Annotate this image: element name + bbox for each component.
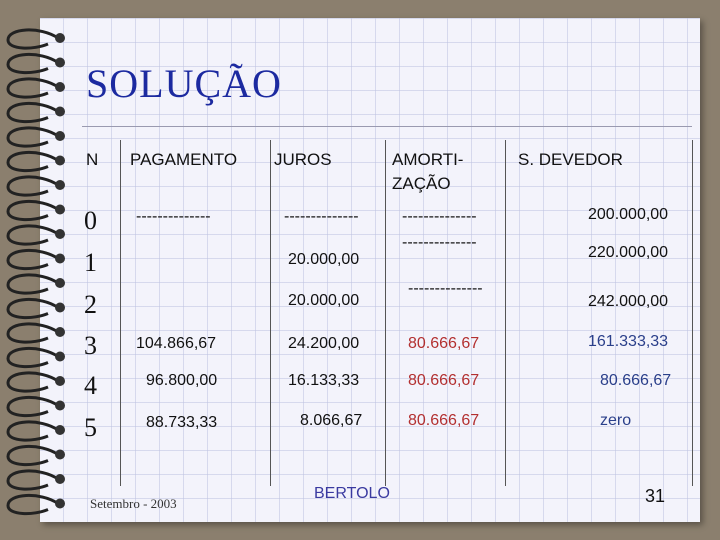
row-3-n: 3 bbox=[84, 331, 97, 360]
row-2-amortizacao: -------------- bbox=[408, 280, 483, 297]
row-5-juros: 8.066,67 bbox=[300, 412, 363, 429]
row-0-juros: -------------- bbox=[284, 208, 359, 225]
row-3-juros: 24.200,00 bbox=[288, 335, 360, 352]
binding-ring bbox=[8, 446, 58, 464]
binding-hole bbox=[55, 205, 65, 215]
row-4-pagamento: 96.800,00 bbox=[146, 372, 218, 389]
column-divider bbox=[270, 140, 271, 486]
binding-ring bbox=[8, 348, 58, 366]
footer-author: BERTOLO bbox=[314, 485, 390, 502]
binding-hole bbox=[55, 425, 65, 435]
row-2-juros: 20.000,00 bbox=[288, 292, 360, 309]
header-juros: JUROS bbox=[274, 150, 332, 169]
binding-ring bbox=[8, 128, 58, 146]
binding-hole bbox=[55, 376, 65, 386]
title-divider bbox=[82, 126, 692, 127]
binding-ring bbox=[8, 30, 58, 48]
row-3-pagamento: 104.866,67 bbox=[136, 335, 217, 352]
header-saldo-devedor: S. DEVEDOR bbox=[518, 150, 623, 169]
page-number: 31 bbox=[645, 486, 666, 506]
row-1-n: 1 bbox=[84, 248, 97, 277]
binding-hole bbox=[55, 156, 65, 166]
binding-hole bbox=[55, 58, 65, 68]
spiral-binding bbox=[0, 0, 80, 540]
row-5-pagamento: 88.733,33 bbox=[146, 414, 218, 431]
binding-ring bbox=[8, 177, 58, 195]
binding-ring bbox=[8, 471, 58, 489]
row-4-amortizacao: 80.666,67 bbox=[408, 372, 480, 389]
binding-hole bbox=[55, 229, 65, 239]
row-2-n: 2 bbox=[84, 290, 97, 319]
column-divider bbox=[692, 140, 693, 486]
row-2-saldo: 242.000,00 bbox=[588, 293, 669, 310]
page-title: SOLUÇÃO bbox=[86, 61, 282, 106]
row-3-amortizacao: 80.666,67 bbox=[408, 335, 480, 352]
row-0-saldo: 200.000,00 bbox=[588, 206, 669, 223]
row-1-saldo: 220.000,00 bbox=[588, 244, 669, 261]
binding-ring bbox=[8, 79, 58, 97]
row-3-saldo: 161.333,33 bbox=[588, 333, 669, 350]
binding-ring bbox=[8, 201, 58, 219]
row-0-pagamento: -------------- bbox=[136, 208, 211, 225]
binding-ring bbox=[8, 250, 58, 268]
binding-ring bbox=[8, 226, 58, 244]
binding-ring bbox=[8, 397, 58, 415]
footer-date: Setembro - 2003 bbox=[90, 496, 177, 511]
row-5-n: 5 bbox=[84, 413, 97, 442]
binding-ring bbox=[8, 373, 58, 391]
binding-ring bbox=[8, 324, 58, 342]
binding-hole bbox=[55, 278, 65, 288]
binding-ring bbox=[8, 54, 58, 72]
row-5-amortizacao: 80.666,67 bbox=[408, 412, 480, 429]
binding-ring bbox=[8, 103, 58, 121]
binding-hole bbox=[55, 33, 65, 43]
binding-ring bbox=[8, 299, 58, 317]
binding-hole bbox=[55, 131, 65, 141]
binding-ring bbox=[8, 495, 58, 513]
binding-hole bbox=[55, 107, 65, 117]
row-0-amortizacao: -------------- bbox=[402, 208, 477, 225]
binding-hole bbox=[55, 254, 65, 264]
column-divider bbox=[505, 140, 506, 486]
row-1-juros: 20.000,00 bbox=[288, 251, 360, 268]
binding-hole bbox=[55, 303, 65, 313]
row-4-n: 4 bbox=[84, 371, 97, 400]
binding-hole bbox=[55, 401, 65, 411]
binding-hole bbox=[55, 180, 65, 190]
header-n: N bbox=[86, 150, 99, 169]
binding-ring bbox=[8, 275, 58, 293]
column-divider bbox=[120, 140, 121, 486]
column-divider bbox=[385, 140, 386, 486]
row-0-n: 0 bbox=[84, 206, 97, 235]
header-amortizacao-line2: ZAÇÃO bbox=[392, 174, 451, 193]
header-amortizacao-line1: AMORTI- bbox=[392, 150, 464, 169]
binding-hole bbox=[55, 474, 65, 484]
row-4-saldo: 80.666,67 bbox=[600, 372, 672, 389]
binding-ring bbox=[8, 422, 58, 440]
row-4-juros: 16.133,33 bbox=[288, 372, 360, 389]
row-1-amortizacao: -------------- bbox=[402, 234, 477, 251]
header-pagamento: PAGAMENTO bbox=[130, 150, 238, 169]
binding-hole bbox=[55, 499, 65, 509]
binding-hole bbox=[55, 450, 65, 460]
binding-hole bbox=[55, 327, 65, 337]
row-5-saldo: zero bbox=[600, 412, 632, 429]
binding-hole bbox=[55, 82, 65, 92]
binding-ring bbox=[8, 152, 58, 170]
binding-hole bbox=[55, 352, 65, 362]
